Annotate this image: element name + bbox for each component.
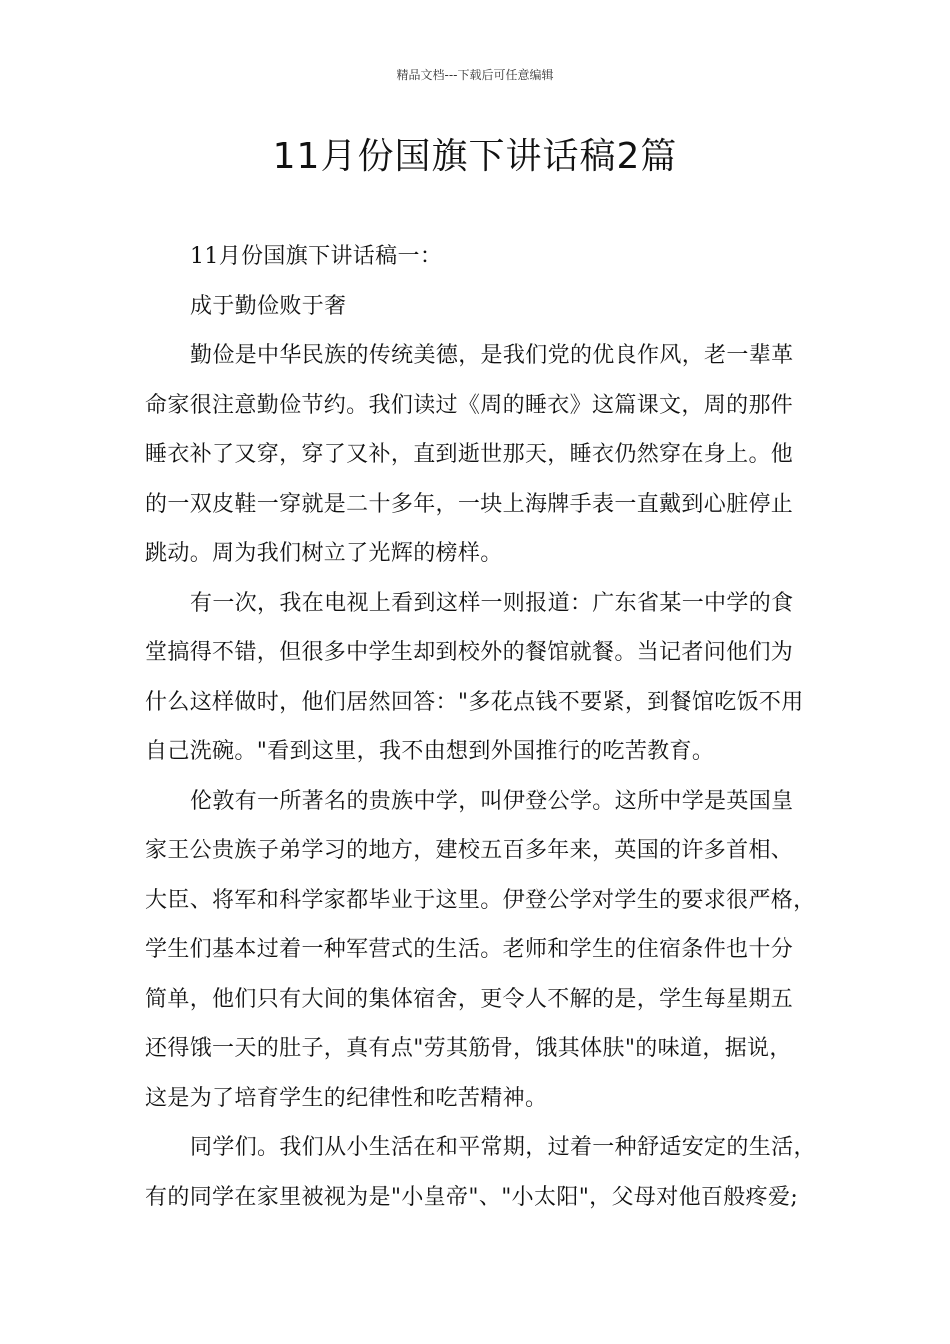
text-line: 什么这样做时，他们居然回答："多花点钱不要紧，到餐馆吃饭不用 [145, 689, 804, 715]
document-title: 11月份国旗下讲话稿2篇 [272, 136, 678, 177]
text-line: 成于勤俭败于奢 [190, 293, 347, 319]
text-line: 有的同学在家里被视为是"小皇帝"、"小太阳"，父母对他百般疼爱; [145, 1184, 799, 1210]
text-line: 家王公贵族子弟学习的地方，建校五百多年来，英国的许多首相、 [145, 838, 794, 863]
text-line: 这是为了培育学生的纪律性和吃苦精神。 [145, 1085, 548, 1111]
text-line: 伦敦有一所著名的贵族中学，叫伊登公学。这所中学是英国皇 [190, 788, 794, 814]
text-line: 勤俭是中华民族的传统美德，是我们党的优良作风，老一辈革 [190, 343, 794, 368]
text-line: 自己洗碗。"看到这里，我不由想到外国推行的吃苦教育。 [145, 739, 715, 764]
header-note: 精品文档---下载后可任意编辑 [396, 68, 554, 82]
text-line: 11月份国旗下讲话稿一： [190, 244, 443, 269]
text-line: 跳动。周为我们树立了光辉的榜样。 [145, 541, 503, 566]
document-body [145, 232, 820, 1222]
text-line: 同学们。我们从小生活在和平常期，过着一种舒适安定的生活， [190, 1135, 816, 1160]
text-line: 有一次，我在电视上看到这样一则报道：广东省某一中学的食 [190, 590, 794, 616]
text-line: 的一双皮鞋一穿就是二十多年，一块上海牌手表一直戴到心脏停止 [145, 491, 794, 517]
text-line: 学生们基本过着一种军营式的生活。老师和学生的住宿条件也十分 [145, 937, 794, 962]
text-line: 还得饿一天的肚子，真有点"劳其筋骨，饿其体肤"的味道，据说， [145, 1036, 792, 1061]
text-line: 睡衣补了又穿，穿了又补，直到逝世那天，睡衣仍然穿在身上。他 [145, 442, 794, 467]
text-line: 命家很注意勤俭节约。我们读过《周的睡衣》这篇课文，周的那件 [145, 392, 794, 418]
text-line: 简单，他们只有大间的集体宿舍，更令人不解的是，学生每星期五 [145, 986, 794, 1012]
text-line: 大臣、将军和科学家都毕业于这里。伊登公学对学生的要求很严格， [145, 887, 816, 913]
text-line: 堂搞得不错，但很多中学生却到校外的餐馆就餐。当记者问他们为 [145, 640, 794, 665]
